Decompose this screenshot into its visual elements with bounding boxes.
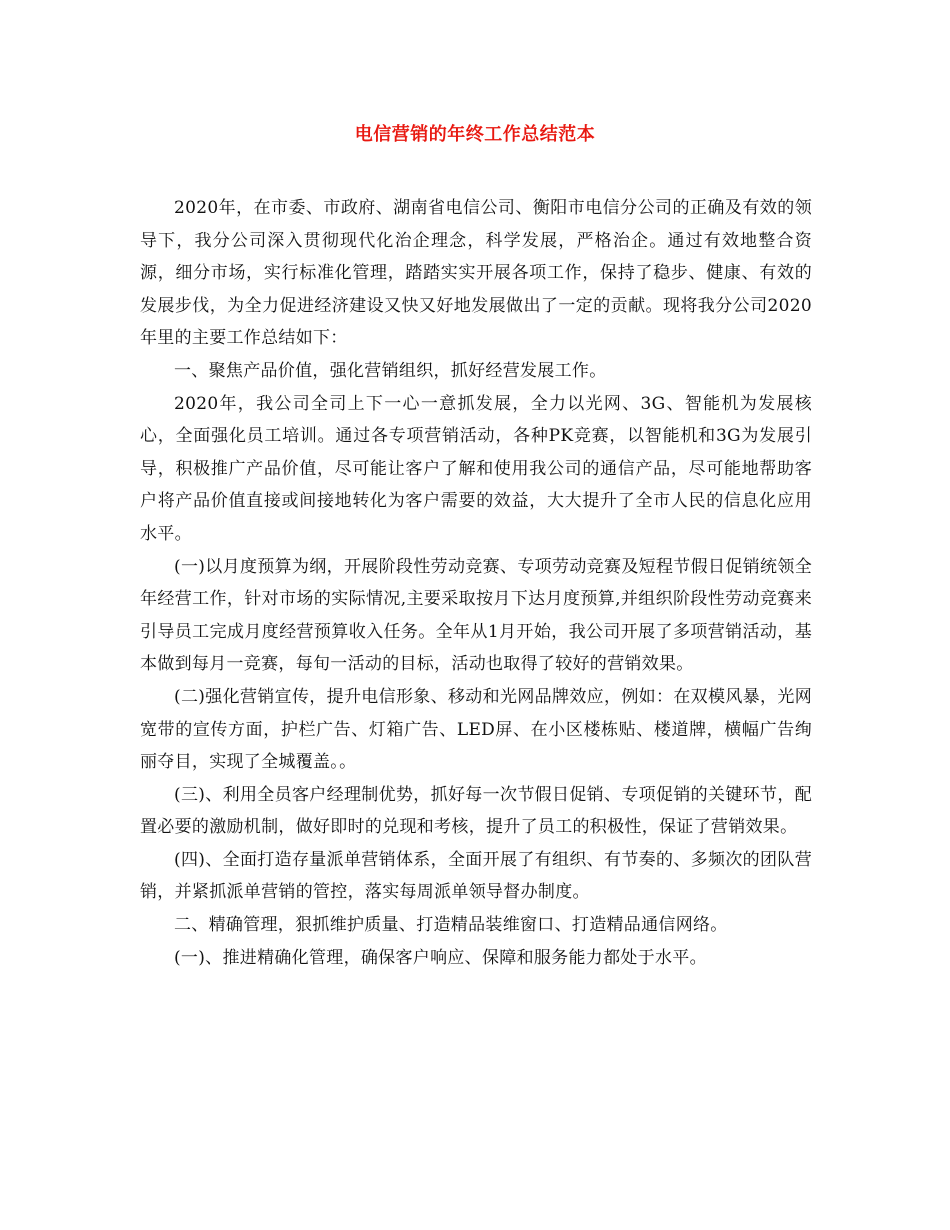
paragraph-intro: 2020年，在市委、市政府、湖南省电信公司、衡阳市电信分公司的正确及有效的领导下，我分公司深入贯彻现代化治企理念，科学发展，严格治企。通过有效地整合资源，细分市场，实行标准化管理，踏踏实实开展各项工作，保持了稳步、健康、有效的发展步伐，为全力促进经济建设又快又好地发展做出了一定的贡献。现将我分公司2020年里的主要工作总结如下： (140, 198, 812, 349)
paragraph-item-4: (四)、全面打造存量派单营销体系，全面开展了有组织、有节奏的、多频次的团队营销，并紧抓派单营销的管控，落实每周派单领导督办制度。 (140, 849, 812, 903)
paragraph-item-1: (一)以月度预算为纲，开展阶段性劳动竞赛、专项劳动竞赛及短程节假日促销统领全年经营工作，针对市场的实际情况,主要采取按月下达月度预算,并组织阶段性劳动竞赛来引导员工完成月度经营预算收入任务。全年从1月开始，我公司开展了多项营销活动，基本做到每月一竞赛，每旬一活动的目标，活动也取得了较好的营销效果。 (140, 556, 812, 675)
paragraph-section-2-item-1: (一)、推进精确化管理，确保客户响应、保障和服务能力都处于水平。 (174, 947, 707, 968)
paragraph-item-2: (二)强化营销宣传，提升电信形象、移动和光网品牌效应，例如：在双模风暴，光网宽带的宣传方面，护栏广告、灯箱广告、LED屏、在小区楼栋贴、楼道牌，横幅广告绚丽夺目，实现了全城覆盖。。 (140, 686, 812, 773)
heading-section-1: 一、聚焦产品价值，强化营销组织，抓好经营发展工作。 (174, 360, 607, 381)
heading-section-2: 二、精确管理，狠抓维护质量、打造精品装维窗口、打造精品通信网络。 (174, 915, 728, 936)
document-body (140, 192, 812, 974)
paragraph-item-3: (三)、利用全员客户经理制优势，抓好每一次节假日促销、专项促销的关键环节，配置必要的激励机制，做好即时的兑现和考核，提升了员工的积极性，保证了营销效果。 (140, 784, 812, 838)
paragraph-development: 2020年，我公司全司上下一心一意抓发展，全力以光网、3G、智能机为发展核心，全面强化员工培训。通过各专项营销活动，各种PK竞赛，以智能机和3G为发展引导，积极推广产品价值，尽可能让客户了解和使用我公司的通信产品，尽可能地帮助客户将产品价值直接或间接地转化为客户需要的效益，大大提升了全市人民的信息化应用水平。 (140, 393, 812, 544)
document-title: 电信营销的年终工作总结范本 (354, 124, 596, 145)
